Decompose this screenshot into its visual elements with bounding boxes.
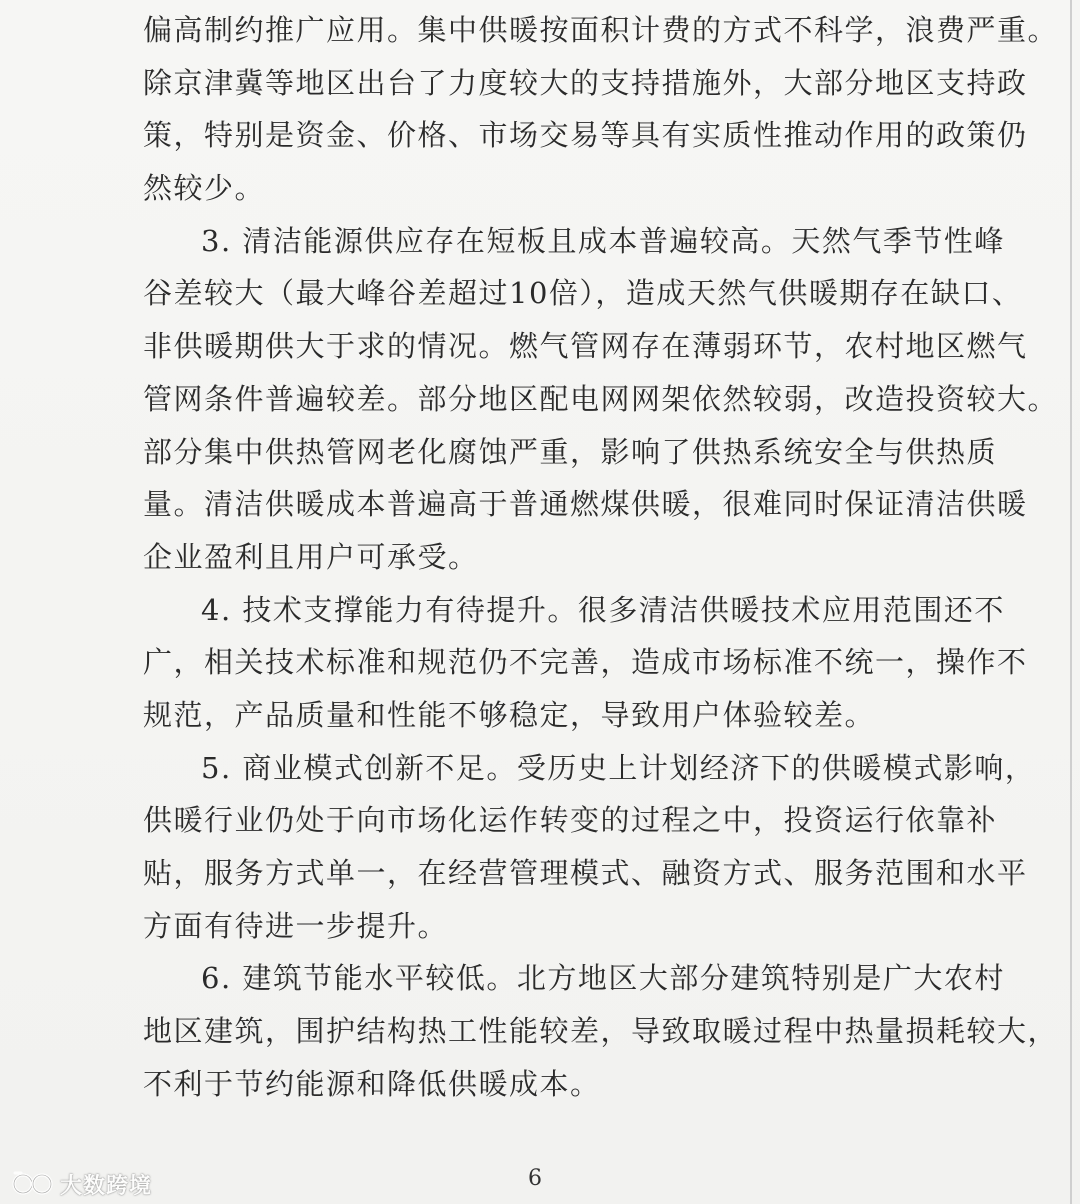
text-line: 广，相关技术标准和规范仍不完善，造成市场标准不统一，操作不 — [143, 645, 1028, 680]
text-line: 地区建筑，围护结构热工性能较差，导致取暖过程中热量损耗较大， — [143, 1014, 1059, 1049]
text-line: 5. 商业模式创新不足。受历史上计划经济下的供暖模式影响， — [201, 750, 1036, 785]
watermark-text: 大数跨境 — [60, 1173, 153, 1199]
text-line: 部分集中供热管网老化腐蚀严重，影响了供热系统安全与供热质 — [143, 434, 998, 469]
text-line: 4. 技术支撑能力有待提升。很多清洁供暖技术应用范围还不 — [201, 592, 1005, 627]
text-line: 6. 建筑节能水平较低。北方地区大部分建筑特别是广大农村 — [201, 961, 1005, 996]
text-line: 企业盈利且用户可承受。 — [143, 539, 479, 574]
text-line: 非供暖期供大于求的情况。燃气管网存在薄弱环节，农村地区燃气 — [143, 329, 1028, 364]
text-line: 除京津冀等地区出台了力度较大的支持措施外，大部分地区支持政 — [143, 65, 1028, 100]
text-line: 不利于节约能源和降低供暖成本。 — [143, 1066, 601, 1101]
text-line: 供暖行业仍处于向市场化运作转变的过程之中，投资运行依靠补 — [143, 803, 998, 838]
dashuju-logo-icon — [12, 1169, 58, 1199]
text-line: 3. 清洁能源供应存在短板且成本普遍较高。天然气季节性峰 — [201, 223, 1005, 258]
text-line: 偏高制约推广应用。集中供暖按面积计费的方式不科学，浪费严重。 — [143, 13, 1059, 47]
text-line: 方面有待进一步提升。 — [143, 908, 449, 943]
text-line: 规范，产品质量和性能不够稳定，导致用户体验较差。 — [143, 697, 876, 732]
document-body — [143, 4, 1059, 1110]
page-edge-line — [1070, 0, 1072, 1204]
text-line: 量。清洁供暖成本普遍高于普通燃煤供暖，很难同时保证清洁供暖 — [143, 487, 1028, 522]
watermark — [12, 1168, 152, 1200]
text-line: 谷差较大（最大峰谷差超过10倍），造成天然气供暖期存在缺口、 — [143, 276, 1023, 311]
text-line: 管网条件普遍较差。部分地区配电网网架依然较弱，改造投资较大。 — [143, 381, 1059, 416]
text-line: 策，特别是资金、价格、市场交易等具有实质性推动作用的政策仍 — [143, 118, 1028, 153]
text-line: 然较少。 — [143, 171, 266, 206]
text-line: 贴，服务方式单一，在经营管理模式、融资方式、服务范围和水平 — [143, 856, 1028, 890]
page-number: 6 — [528, 1166, 542, 1191]
